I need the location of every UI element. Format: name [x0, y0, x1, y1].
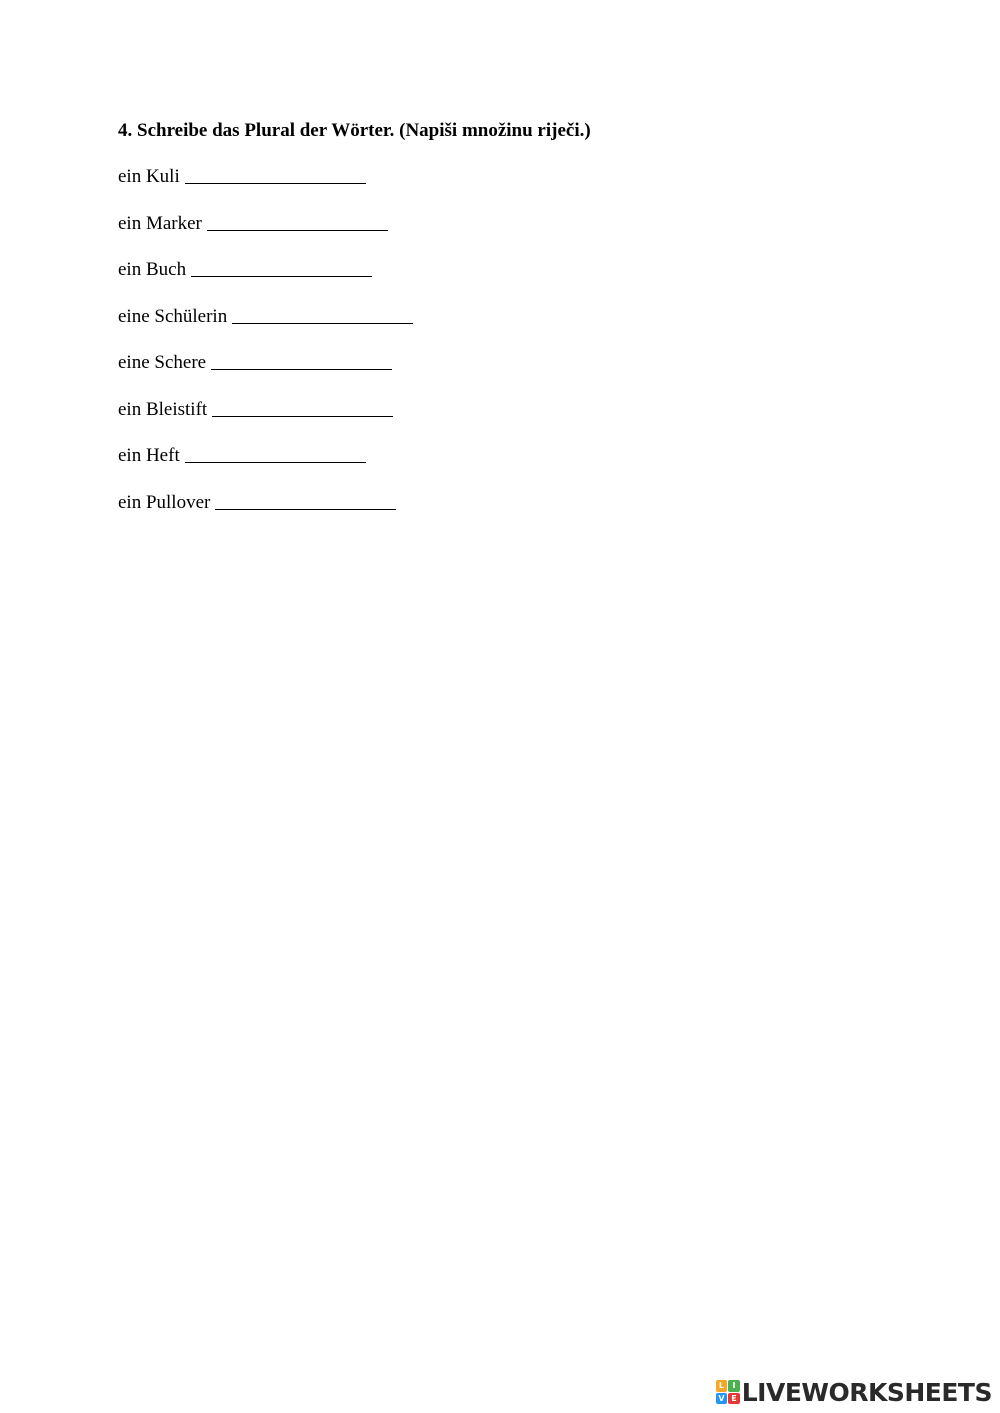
answer-blank[interactable] [207, 229, 388, 231]
item-word: ein Heft [118, 445, 180, 466]
logo-letter: I [728, 1380, 740, 1392]
answer-blank[interactable] [212, 415, 393, 417]
answer-blank[interactable] [185, 182, 366, 184]
exercise-item [118, 490, 878, 516]
exercise-item [118, 211, 878, 237]
item-word: eine Schere [118, 352, 207, 373]
logo-letter: E [728, 1393, 740, 1405]
answer-blank[interactable] [185, 461, 366, 463]
liveworksheets-brand [716, 1377, 992, 1407]
answer-blank[interactable] [232, 322, 413, 324]
exercise-item [118, 443, 878, 469]
brand-name: LIVEWORKSHEETS [741, 1377, 992, 1407]
item-word: ein Kuli [118, 166, 180, 187]
worksheet [118, 118, 878, 536]
answer-blank[interactable] [191, 275, 372, 277]
logo-letter: V [716, 1393, 728, 1405]
liveworksheets-logo-icon [716, 1380, 740, 1404]
answer-blank[interactable] [211, 368, 392, 370]
exercise-item [118, 350, 878, 376]
item-word: ein Bleistift [118, 398, 208, 420]
item-word: ein Buch [118, 259, 187, 280]
item-word: ein Marker [118, 212, 202, 234]
item-word: eine Schülerin [118, 305, 228, 327]
exercise-item [118, 164, 878, 190]
logo-letter: L [716, 1380, 728, 1392]
answer-blank[interactable] [215, 508, 396, 510]
item-word: ein Pullover [118, 491, 211, 513]
exercise-title: 4. Schreibe das Plural der Wörter. (Napiši množinu riječi.) [118, 120, 591, 141]
exercise-item [118, 304, 878, 330]
exercise-item [118, 397, 878, 423]
exercise-item [118, 257, 878, 283]
